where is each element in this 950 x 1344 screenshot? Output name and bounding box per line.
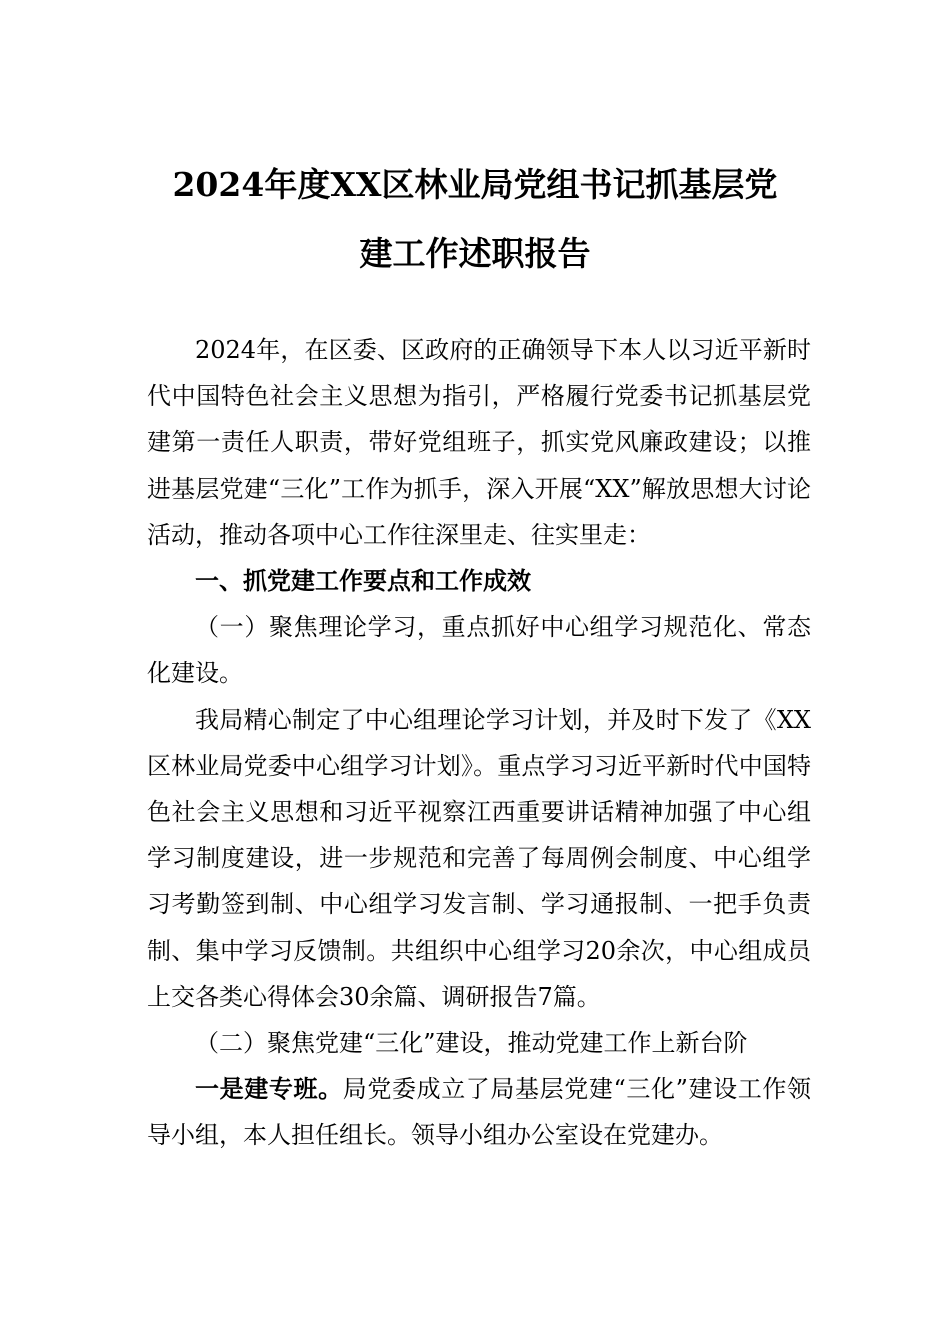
subsection-2-heading: （二）聚焦党建“三化”建设，推动党建工作上新台阶 — [195, 1029, 748, 1058]
subsection-2-lead-bold: 一是建专班。 — [195, 1074, 343, 1104]
subsection-1-body: 我局精心制定了中心组理论学习计划，并及时下发了《XX区林业局党委中心组学习计划》。重点学习习近平新时代中国特色社会主义思想和习近平视察江西重要讲话精神加强了中心组学习制度建设，进一步规范和完善了每周例会制度、中心组学习考勤签到制、中心组学习发言制、学习通报制、一把手负责制、集中学习反馈制。共组织中心组学习20余次，中心组成员上交各类心得体会30余篇、调研报告7篇。 — [147, 705, 811, 1011]
document-title-line-1: 2024年度XX区林业局党组书记抓基层党 — [172, 165, 778, 204]
subsection-2-lead-text: 局党委成立了局基层党建“三化”建设工作领导小组，本人担任组长。领导小组办公室设在党建办。 — [147, 1075, 812, 1150]
document-body — [147, 327, 811, 1159]
subsection-2-paragraph — [147, 1066, 811, 1158]
subsection-1-heading: （一）聚焦理论学习，重点抓好中心组学习规范化、常态化建设。 — [147, 613, 811, 688]
intro-paragraph: 2024年，在区委、区政府的正确领导下本人以习近平新时代中国特色社会主义思想为指引，严格履行党委书记抓基层党建第一责任人职责，带好党组班子，抓实党风廉政建设；以推进基层党建“三化”工作为抓手，深入开展“XX”解放思想大讨论活动，推动各项中心工作往深里走、往实里走： — [147, 336, 811, 549]
document-title-line-2: 建工作述职报告 — [359, 234, 591, 273]
section-1-heading: 一、抓党建工作要点和工作成效 — [195, 567, 531, 596]
